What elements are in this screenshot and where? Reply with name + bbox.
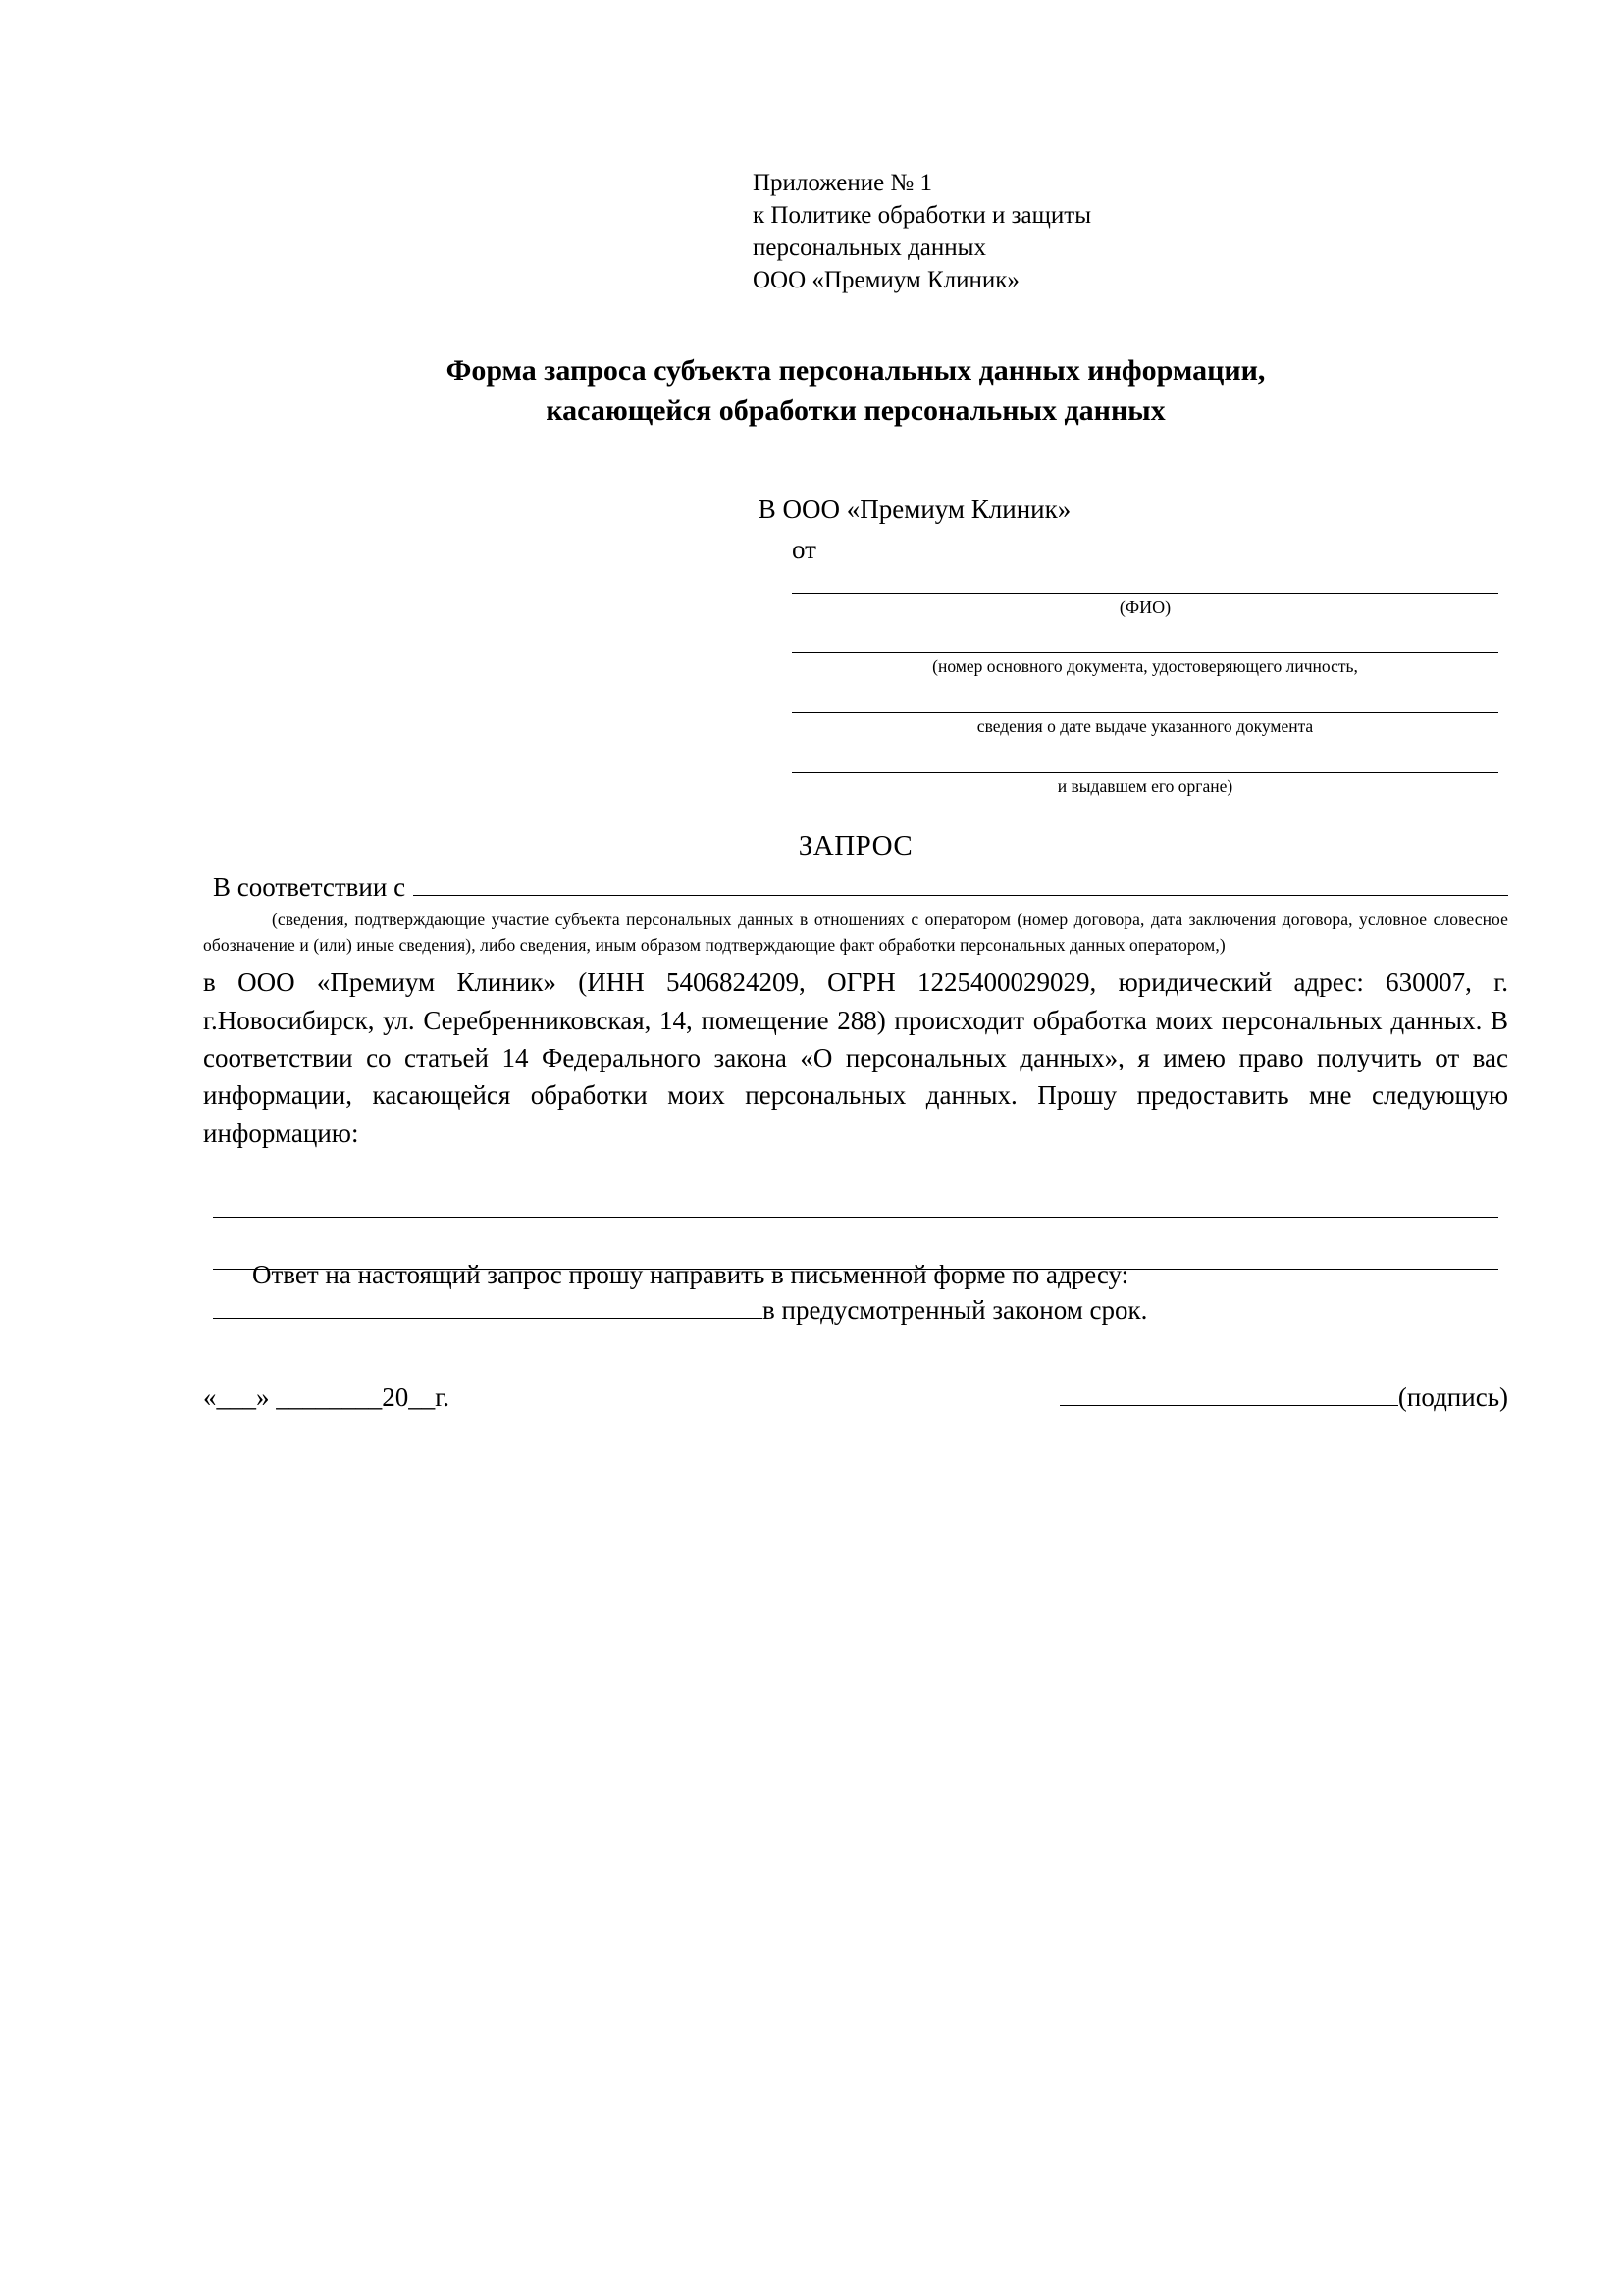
- signature-input-line[interactable]: [1060, 1383, 1398, 1406]
- answer-address-input-line[interactable]: [213, 1296, 762, 1319]
- answer-address-row: [203, 1295, 1508, 1326]
- applicant-fields: [792, 567, 1498, 807]
- appendix-header: [753, 167, 1508, 296]
- appendix-header-line-1: Приложение № 1: [753, 170, 933, 196]
- addressee-from-label: от: [792, 534, 816, 564]
- document-date-input-line[interactable]: [792, 687, 1498, 713]
- page-title: [203, 351, 1508, 432]
- appendix-header-line-2: к Политике обработки и защиты: [753, 202, 1092, 229]
- accordance-label: В соответствии с: [213, 871, 406, 902]
- fio-caption: (ФИО): [1119, 597, 1172, 617]
- document-issuer-caption: и выдавшем его органе): [1057, 776, 1233, 797]
- accordance-row: [203, 872, 1508, 903]
- addressee-block: [203, 493, 1508, 567]
- signature-label: (подпись): [1397, 1383, 1508, 1413]
- document-number-input-line[interactable]: [792, 627, 1498, 653]
- signature-row: [203, 1383, 1508, 1413]
- appendix-header-line-3: персональных данных: [753, 235, 986, 261]
- document-number-caption: (номер основного документа, удостоверяющего личность,: [932, 656, 1358, 677]
- document-date-caption: сведения о дате выдаче указанного документа: [976, 716, 1314, 737]
- accordance-note: [203, 907, 1508, 959]
- appendix-header-line-4: ООО «Премиум Клиник»: [753, 267, 1020, 293]
- accordance-input-line[interactable]: [413, 873, 1508, 896]
- request-body-paragraph: в ООО «Премиум Клиник» (ИНН 5406824209, ОГРН 1225400029029, юридический адрес: 630007, г. г.Новосибирск, ул. Серебренниковская, 14, помещение 288) происходит обработка моих персональных данных. В соответствии со статьей 14 Федерального закона «О персональных данных», я имею право получить от вас информации, касающейся обработки моих персональных данных. Прошу предоставить мне следующую информацию:: [203, 967, 1508, 1148]
- fio-input-line[interactable]: [792, 567, 1498, 594]
- document-content: [203, 0, 1508, 1413]
- answer-instruction: Ответ на настоящий запрос прошу направить в письменной форме по адресу:: [252, 1260, 1129, 1290]
- answer-term-text: в предусмотренный законом срок.: [762, 1295, 1148, 1326]
- date-field[interactable]: «___» ________20__г.: [203, 1383, 450, 1413]
- page-title-line-2: касающейся обработки персональных данных: [546, 393, 1166, 427]
- free-text-area: [203, 1166, 1508, 1270]
- addressee-organization: В ООО «Премиум Клиник»: [758, 494, 1072, 524]
- document-issuer-input-line[interactable]: [792, 747, 1498, 773]
- request-heading: ЗАПРОС: [798, 829, 914, 861]
- accordance-note-text: (сведения, подтверждающие участие субъекта персональных данных в отношениях с оператором (номер договора, дата заключения договора, условное словесное обозначение и (или) иные сведения), либо сведения, иным образом подтверждающие факт обработки персональных данных оператором,): [203, 909, 1508, 956]
- free-text-line-1[interactable]: [213, 1166, 1498, 1218]
- page-title-line-1: Форма запроса субъекта персональных данных информации,: [445, 354, 1266, 387]
